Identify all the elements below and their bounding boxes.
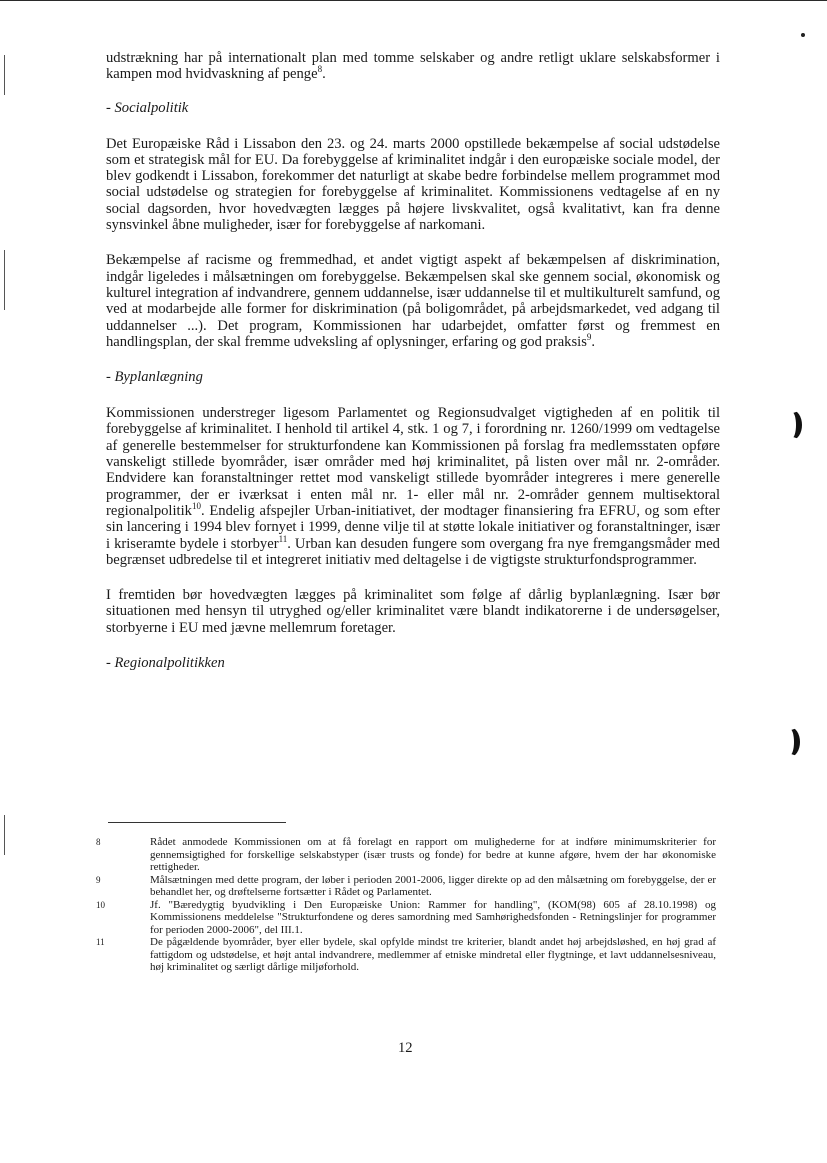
scan-margin-mark xyxy=(4,250,5,310)
footnote-text: De pågældende byområder, byer eller bydele, skal opfylde mindst tre kriterier, blandt andet høj arbejdsløshed, en høj grad af fattigdom og udstødelse, et højt antal indvandrere, medlemmer af etniske mindretal eller flygtninge, et lavt uddannelsesniveau, høj kriminalitet og særligt dårlige miljøforhold. xyxy=(150,936,716,973)
social-paragraph-2 xyxy=(106,252,720,350)
punch-hole-mark xyxy=(782,410,802,440)
page-number: 12 xyxy=(398,1040,413,1056)
scan-dot xyxy=(801,33,805,37)
social-paragraph-1: Det Europæiske Råd i Lissabon den 23. og 24. marts 2000 opstillede bekæmpelse af social udstødelse som et strategisk mål for EU. Da forebyggelse af kriminalitet indgår i den europæiske sociale model, der blev godkendt i Lissabon, forekommer det naturligt at skabe bedre forbindelse mellem programmet mod social udstødelse og strategien for forebyggelse af kriminalitet. Kommissionens vedtagelse af en ny social dagsorden, hvor hovedvægten lægges på højere livskvalitet, også kvalitativt, kan fra denne synsvinkel åbne muligheder, især for forebyggelse af narkomani. xyxy=(106,135,720,234)
footnote xyxy=(96,836,716,874)
footnote-text: Målsætningen med dette program, der løber i perioden 2001-2006, ligger direkte op ad den målsætning om forebyggelse, der er behandlet her, og drøftelserne fortsætter i Rådet og Parlamentet. xyxy=(150,873,716,898)
byplan-paragraph-1 xyxy=(106,405,720,568)
footnote-separator xyxy=(108,822,286,823)
intro-text-end: . xyxy=(322,66,326,83)
footnote-ref: 8 xyxy=(317,64,323,75)
footnote-text: Rådet anmodede Kommissionen om at få forelagt en rapport om mulighederne for at indføre minimumskriterier for gennemsigtighed for forskellige selskabstyper (især trusts og fonde) for bedre at kunne afgøre, hvem der har økonomiske rettigheder. xyxy=(150,836,716,873)
byplan-text-a: Kommissionen understreger ligesom Parlamentet og Regionsudvalget vigtigheden af en politik til forebyggelse af kriminalitet. I henhold til artikel 4, stk. 1 og 7, i forordning nr. 1260/1999 om vedtagelse af generelle bestemmelser for strukturfondene kan Kommissionen på forslag fra medlemsstaten opføre vanskeligt stillede byområder, især områder med høj kriminalitet, på listen over mål nr. 2-områder. Endvidere kan foranstaltninger rettet mod vanskeligt stillede byområder integreres i mere generelle programmer, der er iværksat i enten mål nr. 1- eller mål nr. 2-områder gennem multisektoral regionalpolitik xyxy=(106,405,720,519)
punch-hole-mark xyxy=(780,727,800,757)
footnote-ref: 11 xyxy=(278,533,288,544)
section-heading-regionalpolitikken: - Regionalpolitikken xyxy=(106,655,225,672)
footnote-ref: 10 xyxy=(191,501,201,512)
social-paragraph-2-text: Bekæmpelse af racisme og fremmedhad, et andet vigtigt aspekt af bekæmpelsen af diskrimination, indgår ligeledes i målsætningen om forebyggelse. Bekæmpelsen skal ske gennem social, økonomisk og kulturel integration af indvandrere, gennem uddannelse, især uddannelse til et multikulturelt samfund, og ved at modarbejde alle former for diskrimination (på boligområdet, på arbejdsmarkedet, ved adgang til uddannelser ...). Det program, Kommissionen har udarbejdet, omfatter først og fremmest en handlingsplan, der skal fremme udveksling af oplysninger, erfaring og god praksis xyxy=(106,252,720,350)
footnote-mark: 8 xyxy=(96,837,101,847)
document-body xyxy=(106,50,720,672)
section-heading-byplanlaegning: - Byplanlægning xyxy=(106,369,203,386)
intro-text: udstrækning har på internationalt plan med tomme selskaber og andre retligt uklare selskabsformer i kampen mod hvidvaskning af penge xyxy=(106,50,720,83)
social-paragraph-2-end: . xyxy=(591,333,596,350)
footnote-mark: 10 xyxy=(96,899,105,910)
scan-top-edge xyxy=(0,0,827,1)
footnote xyxy=(96,899,716,937)
footnote-mark: 9 xyxy=(96,874,101,885)
footnote xyxy=(96,936,716,974)
byplan-paragraph-2: I fremtiden bør hovedvægten lægges på kriminalitet som følge af dårlig byplanlægning. Især bør situationen med hensyn til utryghed og/eller kriminalitet være blandt indikatorerne i de undersøgelser, storbyerne i EU med jævne mellemrum foretager. xyxy=(106,587,720,636)
footnotes xyxy=(96,836,716,974)
section-heading-socialpolitik: - Socialpolitik xyxy=(106,99,189,116)
scan-margin-mark xyxy=(4,815,5,855)
scan-margin-mark xyxy=(4,55,5,95)
footnote-text: Jf. "Bæredygtig byudvikling i Den Europæiske Union: Rammer for handling", (KOM(98) 605 af 28.10.1998) og Kommissionens meddelelse "Strukturfondene og deres samordning med Samhørighedsfonden - Retningslinjer for programmer for perioden 2000-2006", del III.1. xyxy=(150,898,716,936)
byplan-text-c: . Urban kan desuden fungere som overgang fra nye fremgangsmåder med begrænset udbredelse til et integreret initiativ med deltagelse i de vigtigste strukturfondsprogrammer. xyxy=(106,535,720,568)
footnote-ref: 9 xyxy=(586,332,592,342)
intro-paragraph xyxy=(106,50,720,83)
byplan-text-b: . Endelig afspejler Urban-initiativet, der modtager finansiering fra EFRU, og som efter sin lancering i 1994 blev fornyet i 1999, denne vilje til at støtte lokale initiativer og foranstaltninger, især i kriseramte bydele i storbyer xyxy=(106,502,720,552)
footnote-mark: 11 xyxy=(96,937,105,947)
footnote xyxy=(96,874,716,899)
